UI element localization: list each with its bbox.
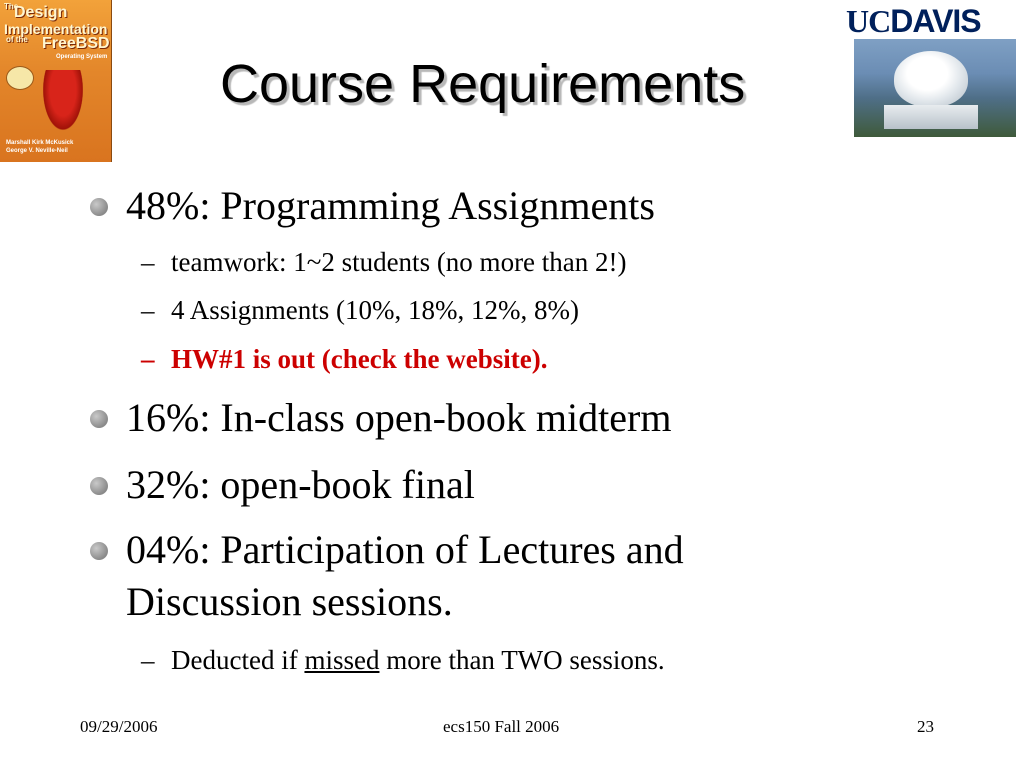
bullet-programming: 48%: Programming Assignments [126,180,655,232]
sub-bullet-teamwork: – teamwork: 1~2 students (no more than 2!) [171,244,627,280]
sub-bullet-hw1: – HW#1 is out (check the website). [171,341,547,377]
footer-date: 09/29/2006 [80,717,158,736]
bullet-participation [126,524,684,628]
book-subtitle: Operating System [56,54,108,60]
sub-bullet-deducted [171,642,665,678]
book-title-of-the: of the [6,35,28,44]
sub-bullet-assignments: – 4 Assignments (10%, 18%, 12%, 8%) [171,292,579,328]
logo-davis: DAVIS [890,3,981,39]
book-title-design: Design [14,4,68,21]
participation-line2: Discussion sessions. [126,579,453,624]
deducted-missed: missed [304,645,380,675]
book-title-freebsd: FreeBSD [42,35,110,52]
book-authors: Marshall Kirk McKusick George V. Neville-Neil [6,140,74,154]
book-title-implementation: Implementation [4,21,108,37]
footer-page-number: 23 [917,717,934,736]
deducted-after: more than TWO sessions. [379,645,665,675]
logo-uc: UC [846,3,891,39]
participation-line1: 04%: Participation of Lectures and [126,527,684,572]
footer-course: ecs150 Fall 2006 [443,717,560,736]
book-title-the: The [4,2,19,11]
bullet-midterm: 16%: In-class open-book midterm [126,392,671,444]
deducted-before: Deducted if [171,645,305,675]
slide-title: Course Requirements [220,54,746,114]
bullet-final: 32%: open-book final [126,459,475,511]
